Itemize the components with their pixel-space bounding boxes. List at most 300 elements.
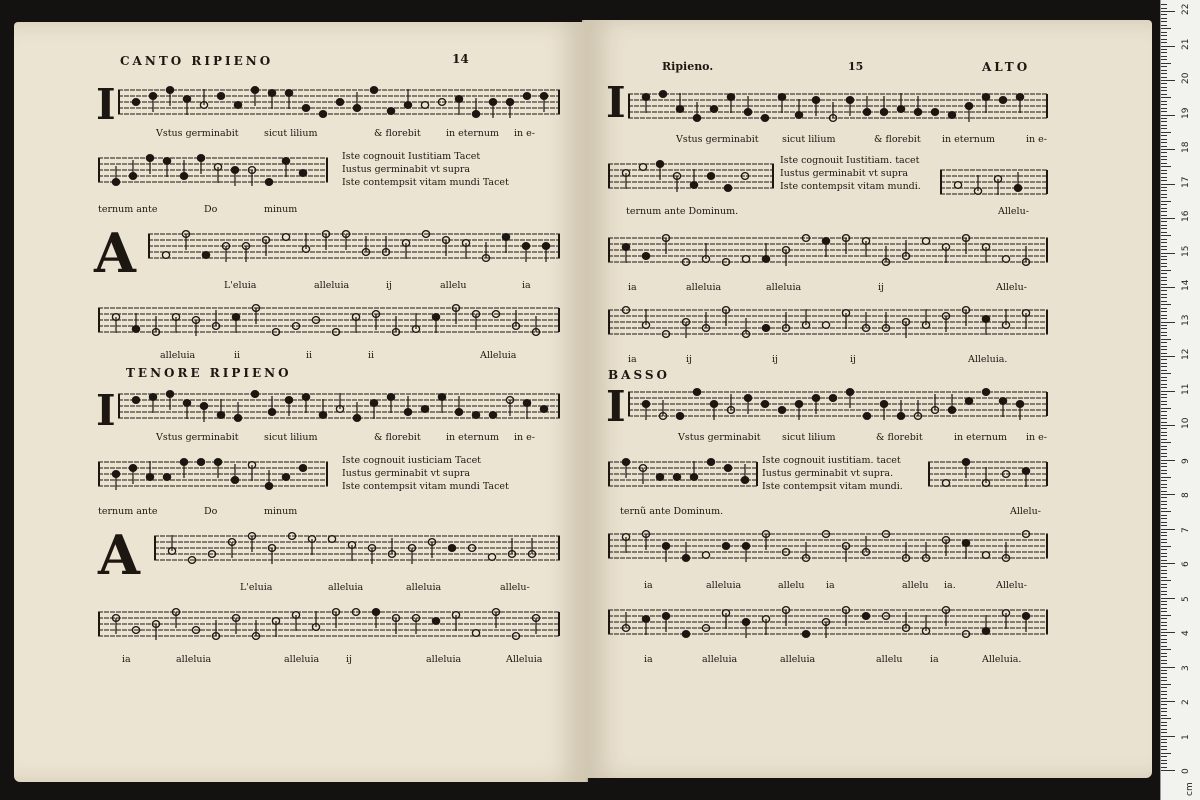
lyric: ia xyxy=(930,654,939,665)
ruler-tick xyxy=(1161,694,1167,695)
ruler-tick xyxy=(1161,11,1175,12)
ruler-label: 21 xyxy=(1181,38,1191,50)
lyric: ia xyxy=(644,580,653,591)
lyric: sicut lilium xyxy=(782,432,836,443)
music-note xyxy=(722,543,729,550)
music-note xyxy=(710,106,717,113)
measurement-ruler xyxy=(1160,0,1200,800)
ruler-tick xyxy=(1161,635,1167,636)
ruler-label: 19 xyxy=(1181,107,1191,119)
ruler-tick xyxy=(1161,156,1167,157)
ruler-tick xyxy=(1161,266,1167,267)
lyric: alleluia xyxy=(160,350,196,361)
initial-letter: A xyxy=(98,523,140,587)
ruler-tick xyxy=(1161,629,1167,630)
ruler-tick xyxy=(1161,687,1167,688)
ruler-tick xyxy=(1161,725,1167,726)
ruler-tick xyxy=(1161,297,1167,298)
lyric: ternum ante xyxy=(98,204,158,215)
ruler-tick xyxy=(1161,339,1171,340)
lyric: Alleluia xyxy=(506,654,543,665)
lyric: minum xyxy=(264,506,298,517)
ruler-label: 1 xyxy=(1181,733,1191,740)
lyric: ternũ ante Dominum. xyxy=(620,506,724,517)
ruler-tick xyxy=(1161,497,1167,498)
ruler-tick xyxy=(1161,767,1167,768)
ruler-tick xyxy=(1161,691,1167,692)
ruler-tick xyxy=(1161,501,1167,502)
music-staff xyxy=(608,602,1048,642)
music-note xyxy=(328,536,335,543)
ruler-tick xyxy=(1161,49,1167,50)
ruler-tick xyxy=(1161,684,1171,685)
music-staff xyxy=(608,302,1048,342)
ruler-tick xyxy=(1161,580,1171,581)
music-note xyxy=(387,108,394,115)
ruler-tick xyxy=(1161,660,1167,661)
ruler-tick xyxy=(1161,159,1167,160)
lyric: ij xyxy=(878,282,884,293)
ruler-tick xyxy=(1161,466,1167,467)
ruler-tick xyxy=(1161,463,1167,464)
ruler-tick xyxy=(1161,739,1167,740)
ruler-label: 5 xyxy=(1181,595,1191,602)
lyric: ternum ante Dominum. xyxy=(626,206,739,217)
ruler-tick xyxy=(1161,587,1167,588)
ruler-tick xyxy=(1161,359,1167,360)
music-note xyxy=(163,474,170,481)
ruler-tick xyxy=(1161,121,1167,122)
ruler-tick xyxy=(1161,532,1167,533)
voice-heading: BASSO xyxy=(608,368,670,382)
ruler-tick xyxy=(1161,304,1171,305)
ruler-tick xyxy=(1161,642,1167,643)
ruler-tick xyxy=(1161,35,1167,36)
ruler-tick xyxy=(1161,197,1167,198)
right-page xyxy=(586,20,1152,778)
music-note xyxy=(197,459,204,466)
lyric: & florebit xyxy=(374,128,421,139)
music-staff xyxy=(98,604,560,644)
music-note xyxy=(829,395,836,402)
ruler-tick xyxy=(1161,584,1167,585)
music-note xyxy=(432,618,439,625)
music-staff xyxy=(154,528,560,568)
ruler-tick xyxy=(1161,211,1167,212)
music-note xyxy=(217,93,224,100)
ruler-tick xyxy=(1161,639,1167,640)
music-note xyxy=(1002,256,1009,263)
ruler-tick xyxy=(1161,456,1167,457)
ruler-tick xyxy=(1161,4,1167,5)
ruler-label: 17 xyxy=(1181,176,1191,188)
ruler-tick xyxy=(1161,208,1167,209)
ruler-tick xyxy=(1161,384,1167,385)
ruler-tick xyxy=(1161,615,1171,616)
lyric: alleluia xyxy=(328,582,364,593)
music-note xyxy=(642,253,649,260)
lyric: L'eluia xyxy=(224,280,257,291)
ruler-label: 18 xyxy=(1181,141,1191,153)
ruler-tick xyxy=(1161,259,1167,260)
ruler-tick xyxy=(1161,246,1167,247)
ruler-tick xyxy=(1161,256,1167,257)
initial-letter: I xyxy=(96,386,116,435)
ruler-tick xyxy=(1161,425,1175,426)
lyric: allelu- xyxy=(500,582,530,593)
ruler-tick xyxy=(1161,566,1167,567)
ruler-label: 15 xyxy=(1181,245,1191,257)
ruler-tick xyxy=(1161,494,1175,495)
lyric: in e- xyxy=(1026,134,1048,145)
ruler-tick xyxy=(1161,663,1167,664)
ruler-tick xyxy=(1161,525,1167,526)
ruler-tick xyxy=(1161,39,1167,40)
ruler-tick xyxy=(1161,435,1167,436)
ruler-label: 8 xyxy=(1181,492,1191,498)
ruler-tick xyxy=(1161,670,1167,671)
music-note xyxy=(693,389,700,396)
ruler-tick xyxy=(1161,28,1171,29)
ruler-tick xyxy=(1161,594,1167,595)
ruler-tick xyxy=(1161,290,1167,291)
ruler-label: 14 xyxy=(1181,279,1191,291)
ruler-tick xyxy=(1161,284,1167,285)
music-note xyxy=(370,87,377,94)
ruler-tick xyxy=(1161,80,1175,81)
ruler-tick xyxy=(1161,653,1167,654)
music-note xyxy=(302,105,309,112)
ruler-label: 11 xyxy=(1181,383,1191,395)
ruler-tick xyxy=(1161,422,1167,423)
ruler-tick xyxy=(1161,491,1167,492)
music-note xyxy=(965,398,972,405)
music-note xyxy=(472,412,479,419)
ruler-tick xyxy=(1161,380,1167,381)
voice-heading-right: ALTO xyxy=(982,60,1031,74)
ruler-tick xyxy=(1161,698,1167,699)
ruler-label: 9 xyxy=(1181,457,1191,464)
music-note xyxy=(639,164,646,171)
ruler-tick xyxy=(1161,322,1175,323)
music-staff xyxy=(928,454,1048,494)
music-note xyxy=(724,185,731,192)
ruler-tick xyxy=(1161,32,1167,33)
ruler-tick xyxy=(1161,190,1167,191)
ruler-tick xyxy=(1161,449,1167,450)
ruler-tick xyxy=(1161,556,1167,557)
ruler-tick xyxy=(1161,522,1167,523)
ruler-tick xyxy=(1161,308,1167,309)
lyric: Allelu- xyxy=(996,580,1027,591)
ruler-tick xyxy=(1161,263,1167,264)
ruler-tick xyxy=(1161,518,1167,519)
ruler-tick xyxy=(1161,108,1167,109)
ruler-tick xyxy=(1161,132,1171,133)
ruler-tick xyxy=(1161,170,1167,171)
ruler-tick xyxy=(1161,553,1167,554)
music-note xyxy=(202,252,209,259)
lyric: in eternum xyxy=(942,134,996,145)
ruler-tick xyxy=(1161,622,1167,623)
lyric: Allelu- xyxy=(996,282,1027,293)
ruler-tick xyxy=(1161,46,1175,47)
music-note xyxy=(162,252,169,259)
lyric: ij xyxy=(850,354,856,365)
ruler-tick xyxy=(1161,135,1167,136)
music-note xyxy=(948,112,955,119)
ruler-tick xyxy=(1161,249,1167,250)
music-note xyxy=(421,102,428,109)
ruler-tick xyxy=(1161,563,1175,564)
ruler-tick xyxy=(1161,294,1167,295)
ruler-tick xyxy=(1161,325,1167,326)
lyric: ii xyxy=(234,350,241,361)
ruler-tick xyxy=(1161,649,1171,650)
ruler-tick xyxy=(1161,656,1167,657)
ruler-tick xyxy=(1161,394,1167,395)
text-block: Iste cognouit iustitiam. tacet Iustus germinabit vt supra. Iste contempsit vitam mundi. xyxy=(762,455,903,492)
ruler-tick xyxy=(1161,90,1167,91)
ruler-tick xyxy=(1161,470,1167,471)
ruler-tick xyxy=(1161,201,1171,202)
ruler-label: 0 xyxy=(1181,768,1191,774)
ruler-tick xyxy=(1161,366,1167,367)
music-note xyxy=(862,613,869,620)
ruler-tick xyxy=(1161,673,1167,674)
ruler-tick xyxy=(1161,18,1167,19)
ruler-tick xyxy=(1161,287,1175,288)
lyric: Allelu- xyxy=(1010,506,1041,517)
voice-heading: TENORE RIPIENO xyxy=(126,366,292,380)
ruler-tick xyxy=(1161,59,1167,60)
music-note xyxy=(299,465,306,472)
ruler-tick xyxy=(1161,180,1167,181)
ruler-tick xyxy=(1161,391,1175,392)
ruler-tick xyxy=(1161,732,1167,733)
ruler-tick xyxy=(1161,342,1167,343)
ruler-tick xyxy=(1161,242,1167,243)
lyric: alleluia xyxy=(284,654,320,665)
ruler-tick xyxy=(1161,363,1167,364)
ruler-tick xyxy=(1161,701,1175,702)
music-note xyxy=(234,102,241,109)
ruler-tick xyxy=(1161,87,1167,88)
ruler-tick xyxy=(1161,56,1167,57)
ruler-tick xyxy=(1161,63,1171,64)
ruler-tick xyxy=(1161,529,1175,530)
lyric: alleluia xyxy=(766,282,802,293)
ruler-tick xyxy=(1161,184,1175,185)
left-page xyxy=(14,22,584,782)
lyric: alleluia xyxy=(780,654,816,665)
text-block: Iste cognouit Iustitiam. tacet Iustus germinabit vt supra Iste contempsit vitam mundi. xyxy=(780,155,921,192)
ruler-tick xyxy=(1161,142,1167,143)
music-note xyxy=(523,93,530,100)
ruler-tick xyxy=(1161,239,1167,240)
music-note xyxy=(282,474,289,481)
ruler-tick xyxy=(1161,560,1167,561)
music-note xyxy=(802,631,809,638)
ruler-tick xyxy=(1161,215,1167,216)
ruler-tick xyxy=(1161,335,1167,336)
ruler-tick xyxy=(1161,177,1167,178)
ruler-tick xyxy=(1161,577,1167,578)
ruler-tick xyxy=(1161,8,1167,9)
ruler-tick xyxy=(1161,221,1167,222)
ruler-tick xyxy=(1161,42,1167,43)
lyric: allelu xyxy=(902,580,929,591)
lyric: & florebit xyxy=(876,432,923,443)
music-note xyxy=(489,412,496,419)
ruler-tick xyxy=(1161,601,1167,602)
ruler-tick xyxy=(1161,756,1167,757)
lyric: ia xyxy=(826,580,835,591)
music-staff xyxy=(98,150,328,190)
music-note xyxy=(656,474,663,481)
ruler-tick xyxy=(1161,146,1167,147)
lyric: ia xyxy=(122,654,131,665)
ruler-tick xyxy=(1161,273,1167,274)
lyric: in e- xyxy=(1026,432,1048,443)
lyric: ii xyxy=(368,350,375,361)
ruler-tick xyxy=(1161,204,1167,205)
ruler-label: 3 xyxy=(1181,664,1191,671)
ruler-label: 6 xyxy=(1181,561,1191,567)
music-note xyxy=(742,256,749,263)
music-staff xyxy=(148,226,560,266)
ruler-label: 10 xyxy=(1181,417,1191,429)
lyric: Vstus germinabit xyxy=(678,432,761,443)
lyric: ia xyxy=(522,280,531,291)
ruler-tick xyxy=(1161,625,1167,626)
ruler-tick xyxy=(1161,408,1171,409)
ruler-tick xyxy=(1161,473,1167,474)
ruler-tick xyxy=(1161,484,1167,485)
ruler-tick xyxy=(1161,729,1167,730)
text-block: Iste cognouit Iustitiam Tacet Iustus germinabit vt supra Iste contempsit vitam mundi Tacet xyxy=(342,151,509,188)
lyric: in e- xyxy=(514,128,536,139)
ruler-tick xyxy=(1161,453,1167,454)
lyric: Do xyxy=(204,204,218,215)
ruler-tick xyxy=(1161,194,1167,195)
ruler-tick xyxy=(1161,21,1167,22)
ruler-tick xyxy=(1161,411,1167,412)
ruler-tick xyxy=(1161,152,1167,153)
lyric: ij xyxy=(686,354,692,365)
music-note xyxy=(761,401,768,408)
music-note xyxy=(132,397,139,404)
ruler-tick xyxy=(1161,187,1167,188)
ruler-tick xyxy=(1161,377,1167,378)
lyric: minum xyxy=(264,204,298,215)
ruler-tick xyxy=(1161,508,1167,509)
lyric: in eternum xyxy=(446,432,500,443)
lyric: Alleluia xyxy=(480,350,517,361)
music-note xyxy=(265,179,272,186)
music-note xyxy=(724,465,731,472)
text-block: Iste cognouit iusticiam Tacet Iustus germinabit vt supra Iste contempsit vitam mundi Tacet xyxy=(342,455,509,492)
lyric: allelu xyxy=(778,580,805,591)
ruler-tick xyxy=(1161,598,1175,599)
ruler-tick xyxy=(1161,618,1167,619)
ruler-tick xyxy=(1161,446,1167,447)
ruler-tick xyxy=(1161,718,1171,719)
ruler-tick xyxy=(1161,477,1171,478)
ruler-tick xyxy=(1161,415,1167,416)
ruler-tick xyxy=(1161,715,1167,716)
ruler-tick xyxy=(1161,173,1167,174)
ruler-tick xyxy=(1161,70,1167,71)
ruler-tick xyxy=(1161,280,1167,281)
ruler-tick xyxy=(1161,139,1167,140)
ruler-tick xyxy=(1161,646,1167,647)
ruler-tick xyxy=(1161,397,1167,398)
ruler-tick xyxy=(1161,570,1167,571)
ruler-tick xyxy=(1161,401,1167,402)
music-staff xyxy=(118,82,560,122)
ruler-tick xyxy=(1161,73,1167,74)
ruler-unit: cm xyxy=(1185,782,1195,796)
music-note xyxy=(488,554,495,561)
lyric: ia xyxy=(628,282,637,293)
music-note xyxy=(682,631,689,638)
initial-letter: A xyxy=(94,221,136,285)
ruler-label: 7 xyxy=(1181,526,1191,533)
page-number: 14 xyxy=(452,52,469,66)
ruler-tick xyxy=(1161,404,1167,405)
ruler-tick xyxy=(1161,235,1171,236)
music-staff xyxy=(98,454,328,494)
lyric: ij xyxy=(386,280,392,291)
ruler-tick xyxy=(1161,77,1167,78)
music-note xyxy=(132,99,139,106)
music-staff xyxy=(98,300,560,340)
lyric: Allelu- xyxy=(998,206,1029,217)
ruler-tick xyxy=(1161,749,1167,750)
ruler-tick xyxy=(1161,546,1171,547)
music-staff xyxy=(118,386,560,426)
music-staff xyxy=(628,86,1048,126)
ruler-label: 12 xyxy=(1181,348,1191,360)
lyric: & florebit xyxy=(874,134,921,145)
lyric: sicut lilium xyxy=(782,134,836,145)
ruler-tick xyxy=(1161,515,1167,516)
ruler-tick xyxy=(1161,349,1167,350)
lyric: ij xyxy=(772,354,778,365)
lyric: alleluia xyxy=(426,654,462,665)
ruler-tick xyxy=(1161,232,1167,233)
ruler-tick xyxy=(1161,104,1167,105)
lyric: sicut lilium xyxy=(264,432,318,443)
ruler-tick xyxy=(1161,118,1167,119)
ruler-tick xyxy=(1161,356,1175,357)
ruler-tick xyxy=(1161,315,1167,316)
music-note xyxy=(299,170,306,177)
ruler-tick xyxy=(1161,460,1175,461)
music-staff xyxy=(608,526,1048,566)
ruler-tick xyxy=(1161,111,1167,112)
ruler-tick xyxy=(1161,387,1167,388)
lyric: in eternum xyxy=(954,432,1008,443)
ruler-tick xyxy=(1161,742,1167,743)
ruler-tick xyxy=(1161,101,1167,102)
lyric: ia xyxy=(628,354,637,365)
ruler-tick xyxy=(1161,608,1167,609)
lyric: Vstus germinabit xyxy=(156,432,239,443)
lyric: ia. xyxy=(944,580,956,591)
ruler-tick xyxy=(1161,480,1167,481)
